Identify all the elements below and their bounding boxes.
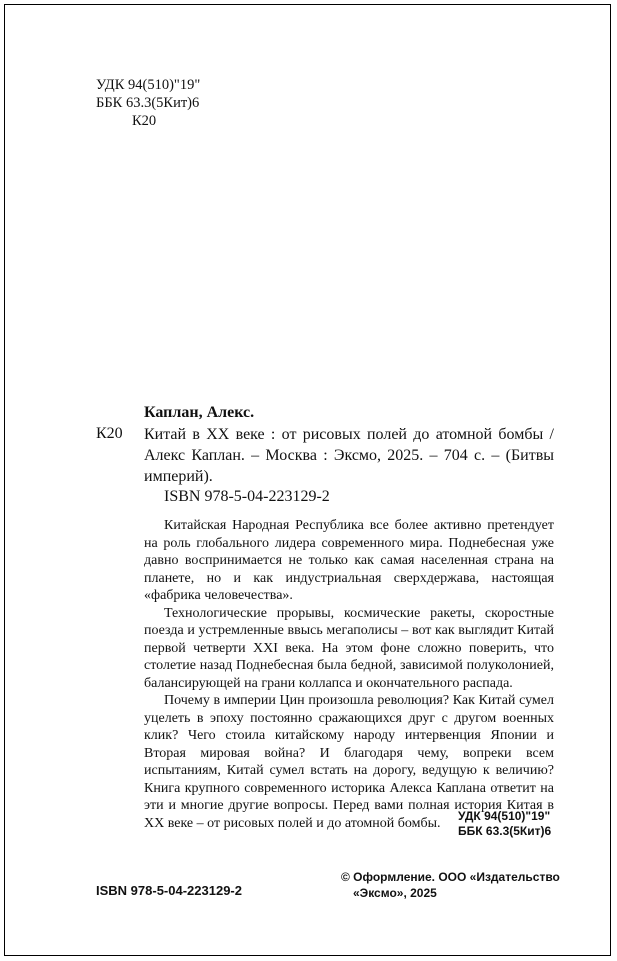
isbn: ISBN 978-5-04-223129-2 bbox=[164, 488, 330, 505]
bbk-code: ББК 63.3(5Кит)6 bbox=[96, 95, 200, 111]
footer-bbk: ББК 63.3(5Кит)6 bbox=[458, 824, 552, 838]
footer-udk: УДК 94(510)"19" bbox=[458, 809, 551, 823]
footer-classification bbox=[458, 809, 551, 839]
bibliographic-description: Китай в XX веке : от рисовых полей до атомной бомбы / Алекс Каплан. – Москва : Эксмо, 2025. – 704 с. – (Битвы империй). bbox=[144, 426, 554, 485]
author-heading: Каплан, Алекс. bbox=[144, 404, 255, 421]
author-sign: К20 bbox=[132, 113, 157, 129]
abstract-paragraph: Почему в империи Цин произошла революция? Как Китай сумел уцелеть в эпоху постоянно сражающихся друг с другом военных клик? Чего стоила китайскому народу интервенция Японии и Вторая мировая война? И благодаря чему, вопреки всем испытаниям, Китай сумел встать на дорогу, ведущую к величию? Книга крупного современного историка Алекса Каплана ответит на эти и многие другие вопросы. Перед вами полная история Китая в XX веке – от рисовых полей и до атомной бомбы. bbox=[144, 693, 554, 831]
copyright-line-1: © Оформление. ООО «Издательство bbox=[341, 870, 560, 884]
abstract bbox=[144, 517, 554, 832]
copyright bbox=[341, 869, 560, 901]
copyright-line-2: «Эксмо», 2025 bbox=[353, 886, 437, 900]
author-sign-code: К20 bbox=[96, 425, 123, 442]
footer-isbn: ISBN 978-5-04-223129-2 bbox=[96, 883, 242, 898]
classification-block bbox=[96, 76, 200, 130]
abstract-paragraph: Китайская Народная Республика все более активно претендует на роль глобального лидера современного мира. Поднебесная уже давно воспринимается не только как самая населенная страна на планете, но и как индустриальная сверхдержава, настоящая «фабрика человечества». bbox=[144, 518, 554, 603]
abstract-paragraph: Технологические прорывы, космические ракеты, скоростные поезда и устремленные ввысь мегаполисы – вот как выглядит Китай первой четверти XXI века. На этом фоне сложно поверить, что столетие назад Поднебесная была бедной, зависимой полуколонией, балансирующей на грани коллапса и окончательного распада. bbox=[144, 605, 554, 691]
udk-code: УДК 94(510)"19" bbox=[96, 77, 201, 93]
